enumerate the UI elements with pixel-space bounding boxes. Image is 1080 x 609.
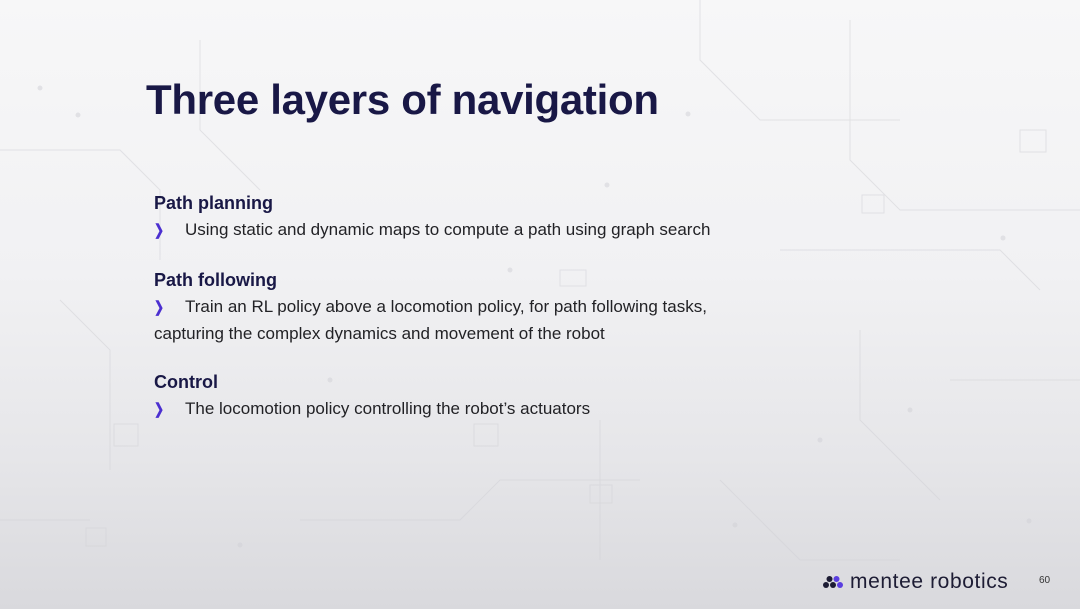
section-heading: Control — [154, 372, 218, 392]
bullet-item — [154, 396, 854, 423]
bullet-text: Using static and dynamic maps to compute a path using graph search — [185, 220, 711, 239]
bullet-text-line-2: capturing the complex dynamics and movement of the robot — [154, 324, 605, 343]
page-number: 60 — [1039, 575, 1051, 586]
section-path-planning — [154, 191, 854, 244]
section-heading: Path planning — [154, 193, 273, 213]
mentee-logo-mark-icon — [822, 575, 844, 589]
section-control — [154, 370, 854, 423]
bullet-text-line-1: Train an RL policy above a locomotion policy, for path following tasks, — [185, 297, 707, 316]
slide-title: Three layers of navigation — [146, 76, 659, 123]
brand-name: mentee robotics — [850, 570, 1009, 593]
chevron-right-icon: ❯ — [154, 401, 165, 418]
bullet-item — [154, 217, 854, 244]
section-heading: Path following — [154, 270, 277, 290]
chevron-right-icon: ❯ — [154, 299, 165, 316]
brand-logo — [822, 570, 1008, 594]
chevron-right-icon: ❯ — [154, 222, 165, 239]
section-path-following — [154, 268, 854, 347]
bullet-text: The locomotion policy controlling the robot’s actuators — [185, 399, 591, 418]
bullet-item — [154, 294, 854, 347]
